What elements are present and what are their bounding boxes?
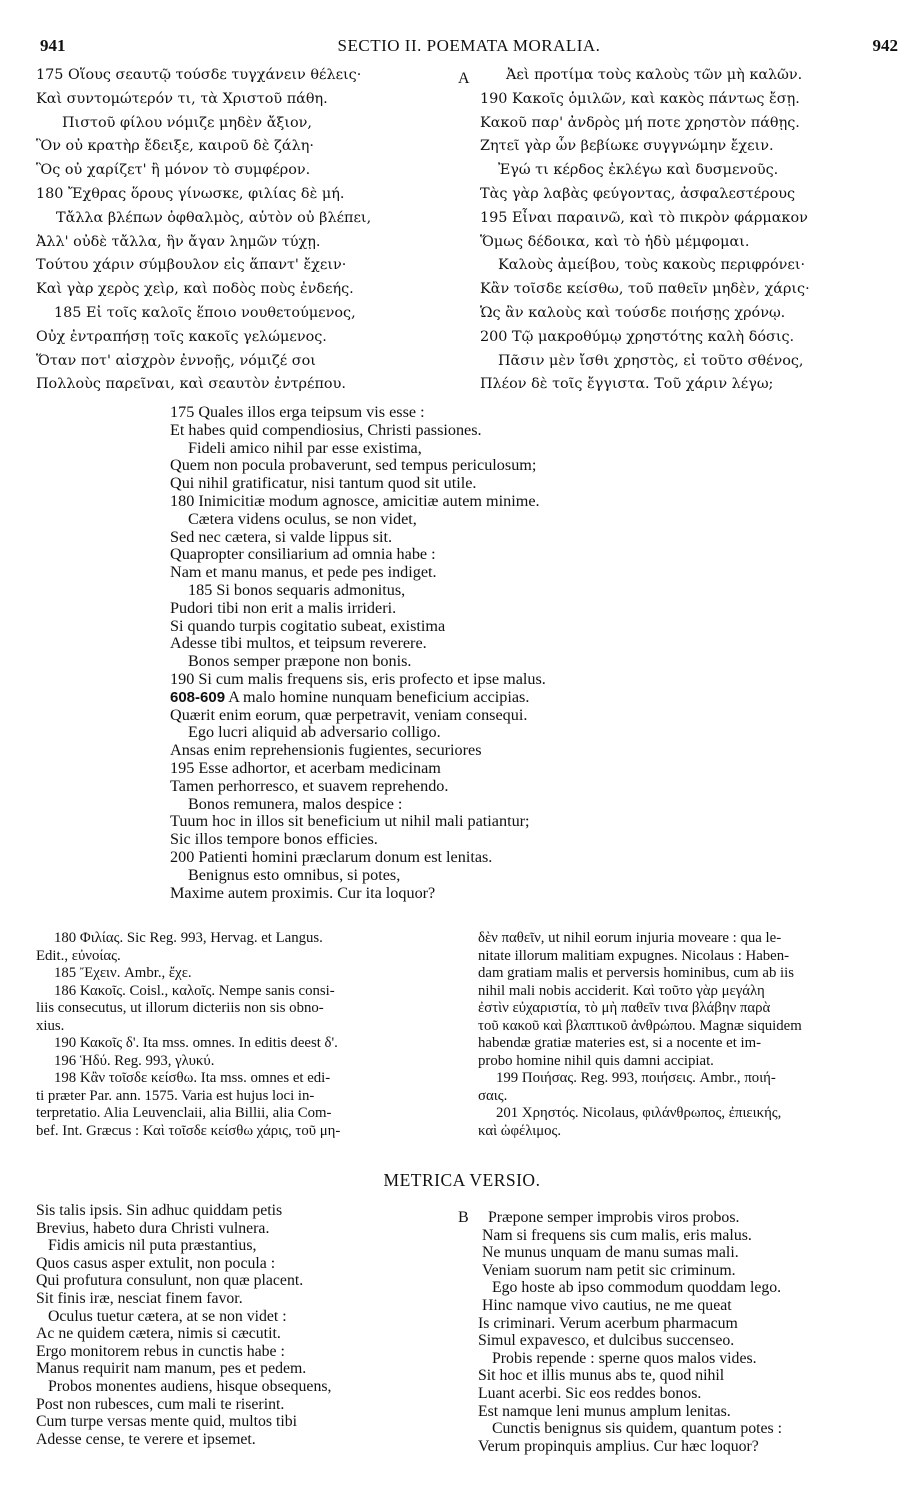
metrica-verse-line: Ergo monitorem rebus in cunctis habe : (36, 1342, 285, 1360)
metrica-verse-line: Sis talis ipsis. Sin adhuc quiddam petis (36, 1202, 283, 1219)
footnote-line: τοῦ κακοῦ καὶ βλαπτικοῦ ἀνθρώπου. Magnæ siquidem (478, 1017, 802, 1034)
greek-verse-line: Ὃς οὐ χαρίζετ' ἢ μόνον τὸ συμφέρον. (36, 162, 311, 179)
metrica-verse-line: Brevius, habeto dura Christi vulnera. (36, 1219, 270, 1237)
greek-text-right-column (480, 64, 810, 397)
latin-verse-text: Qui nihil gratificatur, nisi tantum quod sit utile. (170, 474, 477, 493)
latin-verse-text: Quem non pocula probaverunt, sed tempus periculosum; (170, 456, 537, 475)
latin-verse-line (170, 867, 546, 885)
greek-verse-line: 195 Εἶναι παραινῶ, καὶ τὸ πικρὸν φάρμακον (480, 209, 808, 226)
metrica-verse-line: Simul expavesco, et dulcibus succenseo. (478, 1332, 735, 1350)
greek-verse-line: Τούτου χάριν σύμβουλον εἰς ἅπαντ' ἔχειν· (36, 257, 347, 274)
latin-verse-text: Cætera videns oculus, se non videt, (188, 509, 417, 528)
latin-verse-text: 195 Esse adhortor, et acerbam medicinam (170, 758, 441, 777)
footnote-line: dam gratiam malis et perversis hominibus, cum ab iis (478, 965, 795, 981)
footnote-line: 180 Φιλίας. Sic Reg. 993, Hervag. et Langus. (54, 930, 323, 946)
latin-verse-text: Quapropter consiliarium ad omnia habe : (170, 545, 436, 564)
footnote-line: Edit., εὐνοίας. (36, 947, 121, 964)
metrica-verse-line: Ego hoste ab ipso commodum quoddam lego. (492, 1279, 782, 1297)
greek-text-left-column (36, 64, 371, 397)
metrica-verse-line: Ne munus unquam de manu sumas mali. (482, 1244, 739, 1262)
greek-verse-line: Ὃν οὐ κρατὴρ ἔδειξε, καιροῦ δὲ ζάλη· (36, 138, 314, 155)
page-number-left: 941 (40, 36, 66, 55)
latin-verse-line (170, 796, 546, 814)
metrica-verse-line: Adesse cense, te verere et ipsemet. (36, 1430, 256, 1448)
latin-verse-text: Bonos semper præpone non bonis. (188, 652, 412, 671)
latin-translation (170, 404, 546, 902)
metrica-verse-line: Fidis amicis nil puta præstantius, (48, 1237, 257, 1255)
latin-verse-line (170, 689, 546, 707)
metrica-verse-line: Cum turpe versas mente quid, multos tibi (36, 1413, 298, 1431)
greek-verse-line: 185 Εἰ τοῖς καλοῖς ἕποιο νουθετούμενος, (54, 304, 356, 321)
latin-verse-line (170, 440, 546, 458)
footnote-line: 199 Ποιήσας. Reg. 993, ποιήσεις. Ambr., ποιή- (496, 1070, 776, 1086)
footnote-line: 196 Ἡδύ. Reg. 993, γλυκύ. (54, 1052, 215, 1069)
footnote-line: ti præter Par. ann. 1575. Varia est hujus loci in- (36, 1087, 315, 1104)
running-title: SECTIO II. POEMATA MORALIA. (337, 36, 601, 55)
metrica-verse-line: Probis repende : sperne quos malos vides. (492, 1349, 757, 1367)
metrica-verse-line: Qui profutura consulunt, non quæ placent. (36, 1272, 304, 1290)
latin-verse-line (170, 511, 546, 529)
margin-marker-a: A (458, 70, 470, 87)
greek-verse-line: Πολλοὺς παρεῖναι, καὶ σεαυτὸν ἐντρέπου. (36, 376, 346, 393)
greek-verse-line: Καὶ συντομώτερόν τι, τὰ Χριστοῦ πάθη. (36, 90, 328, 107)
latin-verse-text: Et habes quid compendiosius, Christi passiones. (170, 420, 482, 439)
footnote-line: σαις. (478, 1087, 508, 1104)
footnote-line: xius. (36, 1017, 65, 1034)
latin-verse-line (170, 582, 546, 600)
metrica-versio-right-column (478, 1209, 782, 1455)
latin-verse-line (170, 422, 546, 440)
latin-verse-line (170, 813, 546, 831)
metrica-verse-line: Sit hoc et illis munus abs te, quod nihil (478, 1367, 725, 1385)
latin-verse-line (170, 546, 546, 564)
metrica-verse-line: Nam si frequens sis cum malis, eris malus. (482, 1226, 752, 1244)
footnote-line: 201 Χρηστός. Nicolaus, φιλάνθρωπος, ἐπιεικής, (496, 1105, 782, 1121)
latin-verse-text: Benignus esto omnibus, si potes, (188, 865, 401, 884)
metrica-verse-line: Is criminari. Verum acerbum pharmacum (478, 1314, 738, 1332)
greek-verse-line: 175 Οἵους σεαυτῷ τούσδε τυγχάνειν θέλεις· (36, 67, 362, 83)
latin-verse-text: 200 Patienti homini præclarum donum est lenitas. (170, 847, 493, 866)
latin-verse-text: 190 Si cum malis frequens sis, eris profecto et ipse malus. (170, 669, 546, 688)
footnote-line: bef. Int. Græcus : Καὶ τοῖσδε κείσθω χάρις, τοῦ μη- (36, 1122, 341, 1139)
latin-verse-line (170, 457, 546, 475)
metrica-verse-line: Cunctis benignus sis quidem, quantum potes : (492, 1420, 783, 1438)
greek-verse-line: Καὶ γὰρ χερὸς χεὶρ, καὶ ποδὸς ποὺς ἐνδεής. (36, 281, 354, 298)
metrica-verse-line: Manus requirit nam manum, pes et pedem. (36, 1360, 307, 1378)
greek-verse-line: Ἐγώ τι κέρδος ἐκλέγω καὶ δυσμενοῦς. (498, 162, 779, 179)
latin-verse-text: Nam et manu manus, et pede pes indiget. (170, 563, 437, 582)
greek-verse-line: 180 Ἔχθρας ὅρους γίνωσκε, φιλίας δὲ μή. (36, 185, 345, 202)
greek-verse-line: Ὅμως δέδοικα, καὶ τὸ ἡδὺ μέμφομαι. (480, 233, 750, 250)
metrica-verse-line: Veniam suorum nam petit sic criminum. (482, 1261, 736, 1279)
column-number-badge: 608-609 (170, 688, 226, 706)
footnote-line: terpretatio. Alia Leuvenclaii, alia Billii, alia Com- (36, 1105, 332, 1121)
latin-verse-line (170, 778, 546, 796)
page-number-right: 942 (872, 36, 898, 55)
metrica-verse-line: Luant acerbi. Sic eos reddes bonos. (478, 1384, 702, 1402)
greek-verse-line: Κἂν τοῖσδε κείσθω, τοῦ παθεῖν μηδὲν, χάρις· (480, 281, 810, 298)
footnote-line: 186 Κακοῖς. Coisl., καλοῖς. Nempe sanis consi- (54, 982, 335, 999)
notes-right-column (478, 930, 894, 1140)
latin-verse-text: Si quando turpis cogitatio subeat, existima (170, 616, 446, 635)
greek-verse-line: Τἄλλα βλέπων ὀφθαλμὸς, αὑτὸν οὐ βλέπει, (56, 209, 372, 226)
greek-verse-line: Ὅταν ποτ' αἰσχρὸν ἐννοῇς, νόμιζέ σοι (36, 352, 316, 369)
latin-verse-text: Ego lucri aliquid ab adversario colligo. (188, 723, 441, 742)
footnote-line: δὲν παθεῖν, ut nihil eorum injuria moveare : qua le- (478, 930, 782, 946)
latin-verse-line (170, 404, 546, 422)
latin-verse-line (170, 671, 546, 689)
metrica-verse-line: Præpone semper improbis viros probos. (488, 1209, 740, 1226)
latin-verse-text: Ansas enim reprehensionis fugientes, securiores (170, 741, 482, 760)
greek-verse-line: Κακοῦ παρ' ἀνδρὸς μή ποτε χρηστὸν πάθῃς. (480, 114, 800, 131)
footnote-line: nitate illorum malitiam expugnes. Nicolaus : Haben- (478, 947, 790, 964)
metrica-verse-line: Hinc namque vivo cautius, ne me queat (482, 1296, 732, 1314)
metrica-verse-line: Probos monentes audiens, hisque obsequens, (48, 1377, 332, 1395)
latin-verse-line (170, 849, 546, 867)
latin-verse-line (170, 760, 546, 778)
footnote-line: probo homine nihil quis damni accipiat. (478, 1052, 714, 1069)
latin-verse-text: Quærit enim eorum, quæ perpetravit, veniam consequi. (170, 705, 528, 724)
latin-verse-line (170, 724, 546, 742)
latin-verse-line (170, 564, 546, 582)
greek-verse-line: Πλέον δὲ τοῖς ἔγγιστα. Τοῦ χάριν λέγω; (480, 376, 774, 393)
latin-verse-line (170, 475, 546, 493)
metrica-versio-left-column (36, 1202, 331, 1448)
latin-verse-text: Tamen perhorresco, et suavem reprehendo. (170, 776, 449, 795)
page-header (40, 36, 898, 60)
notes-left-column (36, 930, 454, 1140)
latin-verse-line (170, 653, 546, 671)
metrica-verse-line: Quos casus asper extulit, non pocula : (36, 1254, 276, 1272)
metrica-versio-title: METRICA VERSIO. (383, 1170, 541, 1190)
greek-verse-line: Πιστοῦ φίλου νόμιζε μηδὲν ἄξιον, (62, 114, 312, 131)
latin-verse-text: Maxime autem proximis. Cur ita loquor? (170, 883, 436, 902)
greek-verse-line: Ζητεῖ γὰρ ὧν βεβίωκε συγγνώμην ἔχειν. (480, 138, 774, 155)
latin-verse-text: 185 Si bonos sequaris admonitus, (188, 580, 406, 599)
greek-verse-line: Καλοὺς ἀμείβου, τοὺς κακοὺς περιφρόνει· (498, 257, 806, 274)
latin-verse-line (170, 885, 546, 903)
latin-verse-text: Fideli amico nihil par esse existima, (188, 438, 422, 457)
latin-verse-line (170, 742, 546, 760)
greek-verse-line: Πᾶσιν μὲν ἴσθι χρηστὸς, εἰ τοῦτο σθένος, (498, 352, 804, 369)
footnote-line: ἐστὶν εὐχαριστία, τὸ μὴ παθεῖν τινα βλάβην παρὰ (478, 1000, 771, 1016)
latin-verse-line (170, 618, 546, 636)
latin-verse-text: 175 Quales illos erga teipsum vis esse : (170, 403, 425, 421)
latin-verse-text: Adesse tibi multos, et teipsum reverere. (170, 634, 427, 653)
footnote-line: καὶ ὠφέλιμος. (478, 1122, 562, 1139)
latin-verse-line (170, 493, 546, 511)
greek-verse-line: 200 Τῷ μακροθύμῳ χρηστότης καλὴ δόσις. (480, 328, 795, 345)
latin-verse-text: A malo homine nunquam beneficium accipias. (228, 687, 530, 706)
metrica-verse-line: Verum propinquis amplius. Cur hæc loquor? (478, 1437, 759, 1455)
latin-verse-text: Sed nec cætera, si valde lippus sit. (170, 527, 393, 546)
footnote-line: 198 Κἂν τοῖσδε κείσθω. Ita mss. omnes et edi- (54, 1070, 331, 1086)
greek-verse-line: Οὐχ ἐντραπήσῃ τοῖς κακοῖς γελώμενος. (36, 328, 327, 345)
latin-verse-line (170, 635, 546, 653)
metrica-verse-line: Est namque leni munus amplum lenitas. (478, 1402, 731, 1420)
latin-verse-line (170, 529, 546, 547)
latin-verse-line (170, 600, 546, 618)
footnote-line: liis consecutus, ut illorum dicteriis non sis obno- (36, 1000, 324, 1016)
metrica-verse-line: Post non rubesces, cum mali te riserint. (36, 1395, 285, 1413)
metrica-verse-line: Oculus tuetur cætera, at se non videt : (48, 1307, 287, 1325)
latin-verse-text: 180 Inimicitiæ modum agnosce, amicitiæ autem minime. (170, 491, 540, 510)
greek-verse-line: Ἀλλ' οὐδὲ τἄλλα, ἣν ἄγαν λημῶν τύχῃ. (36, 233, 321, 250)
greek-verse-line: Ἀεὶ προτίμα τοὺς καλοὺς τῶν μὴ καλῶν. (506, 67, 803, 83)
footnote-line: 190 Κακοῖς δ'. Ita mss. omnes. In editis deest δ'. (54, 1035, 338, 1051)
latin-verse-text: Bonos remunera, malos despice : (188, 794, 403, 813)
latin-verse-text: Tuum hoc in illos sit beneficium ut nihil mali patiantur; (170, 812, 530, 831)
greek-verse-line: 190 Κακοῖς ὁμιλῶν, καὶ κακὸς πάντως ἔσῃ. (480, 90, 800, 107)
metrica-verse-line: Sit finis iræ, nesciat finem favor. (36, 1289, 243, 1307)
footnote-line: 185 Ἔχειν. Ambr., ἔχε. (54, 965, 192, 981)
footnote-line: nihil mali nobis acciderit. Καὶ τοῦτο γὰρ μεγάλη (478, 982, 765, 999)
metrica-verse-line: Ac ne quidem cætera, nimis si cæcutit. (36, 1325, 281, 1343)
greek-verse-line: Ὡς ἂν καλοὺς καὶ τούσδε ποιήσῃς χρόνῳ. (480, 304, 786, 321)
margin-marker-b: B (458, 1209, 469, 1226)
latin-verse-text: Sic illos tempore bonos efficies. (170, 830, 378, 849)
footnote-line: habendæ gratiæ materies est, si a nocente et im- (478, 1035, 762, 1051)
latin-verse-line (170, 707, 546, 725)
greek-verse-line: Τὰς γὰρ λαβὰς φεύγοντας, ἀσφαλεστέρους (480, 185, 796, 202)
latin-verse-line (170, 831, 546, 849)
latin-verse-text: Pudori tibi non erit a malis irrideri. (170, 598, 397, 617)
